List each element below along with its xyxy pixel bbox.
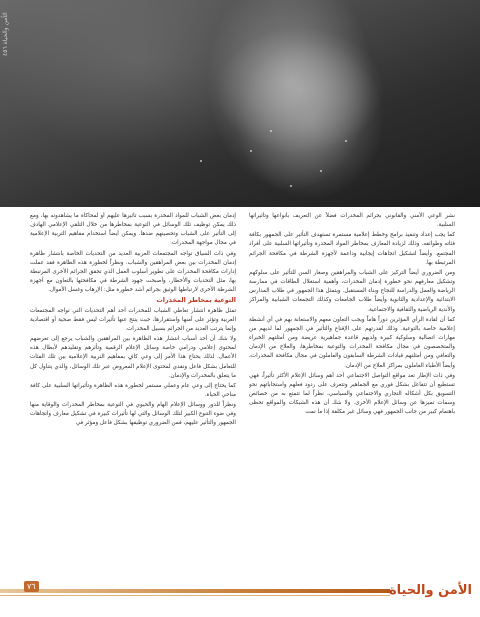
dust-particle (270, 130, 272, 132)
footer-rule-thin (0, 595, 390, 596)
page-number: ٧٦ (24, 581, 39, 592)
side-label: الأمن والحياة ٤٥٦ (2, 12, 9, 56)
dust-particle (290, 185, 292, 187)
paragraph: إدمان بعض الشباب للمواد المخدرة بسبب تأثيرها عليهم أو لمحاكاة ما يشاهدونه بها، ومع ذلك يمكن توظيف تلك الوسائل في التوعية بمخاطرها من خلال التلقي الإعلامي الهادف إلى التأثير على الشباب وتحصينهم ضدها. ويمكن أيضاً استخدام مفاهيم التربية الإعلامية في مجال مواجهة المخدرات. (30, 213, 236, 247)
dust-particle (345, 140, 347, 142)
dust-particle (320, 170, 322, 172)
header-photo (0, 0, 480, 207)
paragraph: كما يجب إعداد وتنفيذ برامج وخطط إعلامية مستمرة تستهدف التأثير على الجمهور بكافة فئاته وطوائفه. وذلك لزيادة المعارف بمخاطر المواد المخدرة وتأثيراتها السلبية على أفراد المجتمع. وأيضاً لتشكيل اتجاهات إيجابية وداعمة لأجهزة الشرطة في مكافحة الجرائم المرتبطة بها. (249, 232, 455, 266)
section-heading: التوعية بمخاطر المخدرات (156, 296, 236, 305)
article-column-right (30, 212, 236, 580)
paragraph: ومن الضروري أيضاً التركيز على الشباب والمراهقين وصغار السن للتأثير على سلوكهم وتشكيل معارفهم نحو خطورة إدمان المخدرات، وأهمية استغلال الطاقات في ممارسة الرياضة والعمل والدراسة للنجاح وبناء المستقبل. ويتمثل هذا الجمهور في طلاب المدارس الابتدائية والإعدادية والثانوية وأيضاً طلاب الجامعات وكذلك التجمعات الشبابية والمراكز والأندية الرياضية والثقافية والاجتماعية. (249, 269, 455, 313)
paragraph: ولا شك أن أحد أسباب انتشار هذه الظاهرة بين المراهقين والشباب يرجع إلى تعرضهم لمحتوى إعلامي ودرامي خاصة وسائل الإعلام الرقمية وتأثرهم وتقليدهم لأبطال هذه الأعمال. لذلك يحتاج هذا الأمر إلى وعي كافٍ بمفاهيم التربية الإعلامية بين تلك الفئات للتعامل بشكل فاعل ونقدي لمحتوى الإعلام المعروض عبر تلك الوسائل، والذي يتناول كل ما يتعلق بالمخدرات والإدمان. (30, 336, 236, 379)
article-body (30, 212, 455, 580)
paragraph: وفي ذات السياق تواجه المجتمعات العربية العديد من التحديات الخاصة بانتشار ظاهرة إدمان المخدرات بين بعض المراهقين والشباب. ونظراً لخطورة هذه الظاهرة فقد عملت إدارات مكافحة المخدرات على تطوير أسلوب العمل الذي تحقق الجرائم الأخرى المرتبطة بها، مثل التحديات والأخطار، وأصبحت جهود الشرطة في مكافحتها بالتعاون مع أجهزة الشرطة الأخرى لارتباطها الوثيق بجرائم أشد خطورة مثل: الإرهاب وغسل الأموال. (30, 250, 236, 294)
hand-silhouette (235, 40, 385, 200)
magazine-brand: الأمن والحياة (388, 583, 472, 598)
page-footer (0, 583, 480, 617)
paragraph: كما يحتاج إلى وعي عام وعملي مستمر لخطورة هذه الظاهرة وتأثيراتها السلبية على كافة مناحي الحياة. (30, 382, 236, 398)
dust-particle (250, 150, 252, 152)
paragraph: كما أن لقادة الرأي المؤثرين دوراً هاماً ويجب التعاون معهم والاستعانة بهم في أي أنشطة إعلامية خاصة بالتوعية. وذلك لقدرتهم على الإقناع والتأثير في الجمهور لما لديهم من مهارات اتصالية وسلوكية كبيرة ولديهم قاعدة جماهيرية عريضة ومن أمثلتهم الخبراء والمتخصصون في مجال مكافحة المخدرات والتوعية بمخاطرها، والعلاج من الإدمان والتعافي ومن أمثلتهم قيادات الشرطة السابقون والعاملون في مجال مكافحة المخدرات، وأيضاً الأطباء العاملون بمراكز العلاج من الإدمان. (249, 316, 455, 369)
paragraph: وفي ذات الإطار تعد مواقع التواصل الاجتماعي أحد أهم وسائل الإعلام الأكثر تأثيراً، فهي تستطيع أن تتفاعل بشكل فوري مع الجماهير وتتعرف على ردود فعلهم واستجاباتهم نحو التسويق بكل أشكاله التجاري والاجتماعي والسياسي، نظراً لما تتمتع به من خصائص وسمات تميزها عن وسائل الإعلام الأخرى. ولا شك أن هذه الشبكات والمواقع تحظى باهتمام كبير من جانب الجمهور فهي وسائل غير مكلفة إذا ما تمت (249, 372, 455, 416)
article-column-left (249, 212, 455, 580)
paragraph: تمثل ظاهرة انتشار تعاطي الشباب للمخدرات أحد أهم التحديات التي تواجه المجتمعات العربية وتؤثر على أمنها واستقرارها، حيث ينتج عنها تأثيرات ليس فقط صحية أو اقتصادية وإنما يترتب العديد من الجرائم بسبيل المخدرات. (30, 307, 236, 332)
paragraph: ونظراً للدور ووسائل الإعلام الهام والحيوي في التوعية بمخاطر المخدرات والوقاية منها وفي ضوء التنوع الكبير لتلك الوسائل والتي لها تأثيرات كبيرة في تشكيل معارف واتجاهات الجمهور والتأثير عليهم، فمن الضروري توظيفها بشكل فاعل ومؤثر في (30, 402, 236, 427)
dust-particle (200, 160, 202, 162)
paragraph: نشر الوعي الأمني والقانوني بجرائم المخدرات فضلاً عن التعريف بأنواعها وتأثيراتها السلبية. (249, 213, 455, 229)
footer-rule (0, 589, 390, 593)
